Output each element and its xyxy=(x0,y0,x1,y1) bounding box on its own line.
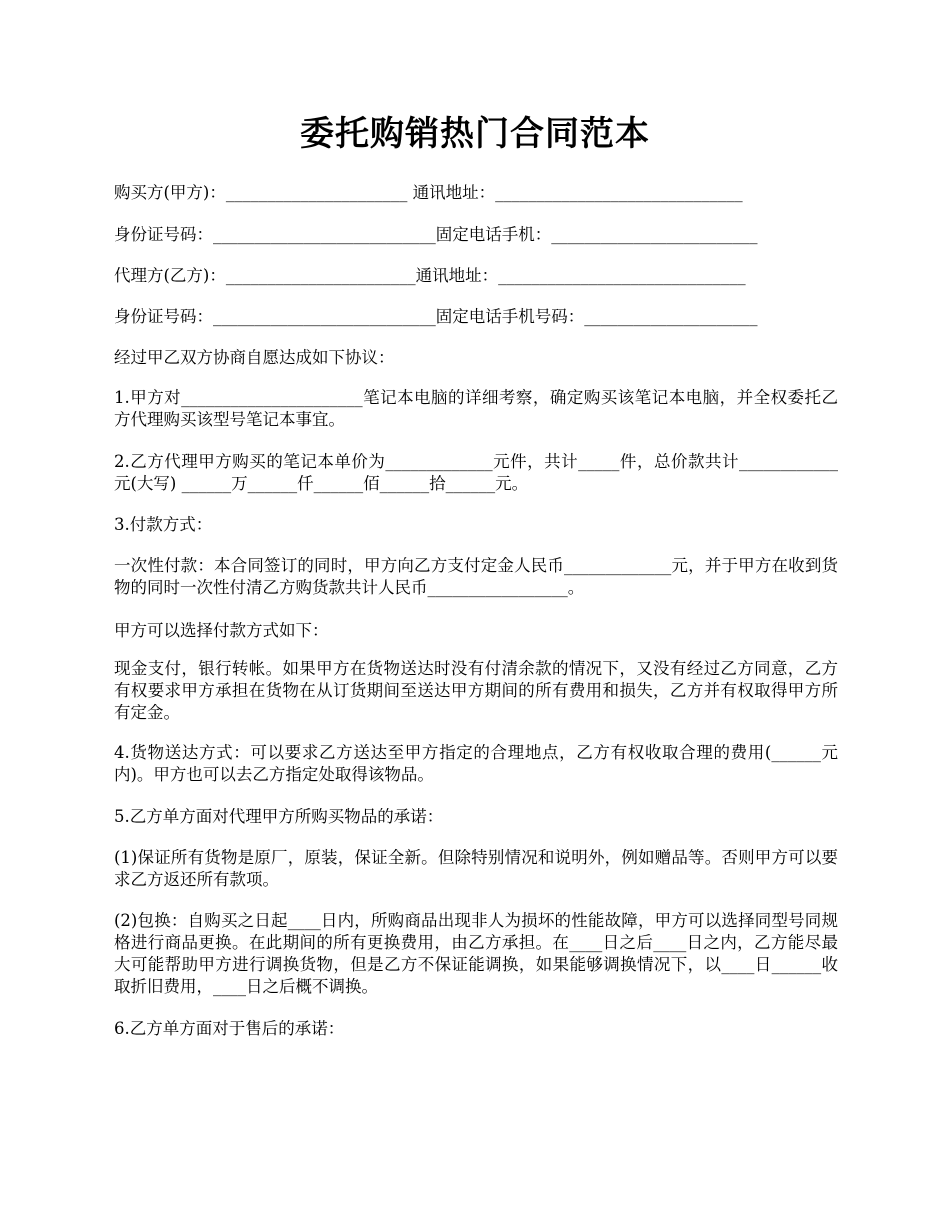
document-title: 委托购销热门合同范本 xyxy=(300,114,650,154)
clause-3-heading: 3.付款方式： xyxy=(114,515,213,534)
party-b-line: 代理方(乙方)：_______________________通讯地址：______________________________ xyxy=(114,266,746,285)
clause-5-heading: 5.乙方单方面对代理甲方所购买物品的承诺： xyxy=(114,807,444,826)
party-b-id-line: 身份证号码：___________________________固定电话手机号码：_____________________ xyxy=(114,307,758,326)
party-a-id-line: 身份证号码：___________________________固定电话手机：_________________________ xyxy=(114,225,758,244)
clause-5-item-2: (2)包换：自购买之日起____日内，所购商品出现非人为损坏的性能故障，甲方可以选择同型号同规格进行商品更换。在此期间的所有更换费用，由乙方承担。在____日之后____日之内，乙方能尽最大可能帮助甲方进行调换货物，但是乙方不保证能调换，如果能够调换情况下，以____日______收取折旧费用，____日之后概不调换。 xyxy=(114,911,838,996)
clause-5-item-1: (1)保证所有货物是原厂，原装，保证全新。但除特别情况和说明外，例如赠品等。否则甲方可以要求乙方返还所有款项。 xyxy=(114,848,838,889)
payment-options-heading: 甲方可以选择付款方式如下： xyxy=(114,621,329,640)
clause-6-heading: 6.乙方单方面对于售后的承诺： xyxy=(114,1019,345,1038)
agreement-intro: 经过甲乙双方协商自愿达成如下协议： xyxy=(114,348,395,367)
clause-2: 2.乙方代理甲方购买的笔记本单价为_____________元件，共计_____件，总价款共计____________元(大写) ______万______仟______佰______拾______元。 xyxy=(114,452,838,493)
clause-1: 1.甲方对______________________笔记本电脑的详细考察，确定购买该笔记本电脑，并全权委托乙方代理购买该型号笔记本事宜。 xyxy=(114,388,838,429)
one-time-payment: 一次性付款：本合同签订的同时，甲方向乙方支付定金人民币_____________元，并于甲方在收到货物的同时一次性付清乙方购货款共计人民币_________________。 xyxy=(114,556,838,597)
party-a-line: 购买方(甲方)：______________________ 通讯地址：______________________________ xyxy=(114,183,743,202)
payment-terms: 现金支付，银行转帐。如果甲方在货物送达时没有付清余款的情况下，又没有经过乙方同意，乙方有权要求甲方承担在货物在从订货期间至送达甲方期间的所有费用和损失，乙方并有权取得甲方所有定金。 xyxy=(114,659,838,722)
clause-4: 4.货物送达方式：可以要求乙方送达至甲方指定的合理地点，乙方有权收取合理的费用(______元内)。甲方也可以去乙方指定处取得该物品。 xyxy=(114,743,838,784)
